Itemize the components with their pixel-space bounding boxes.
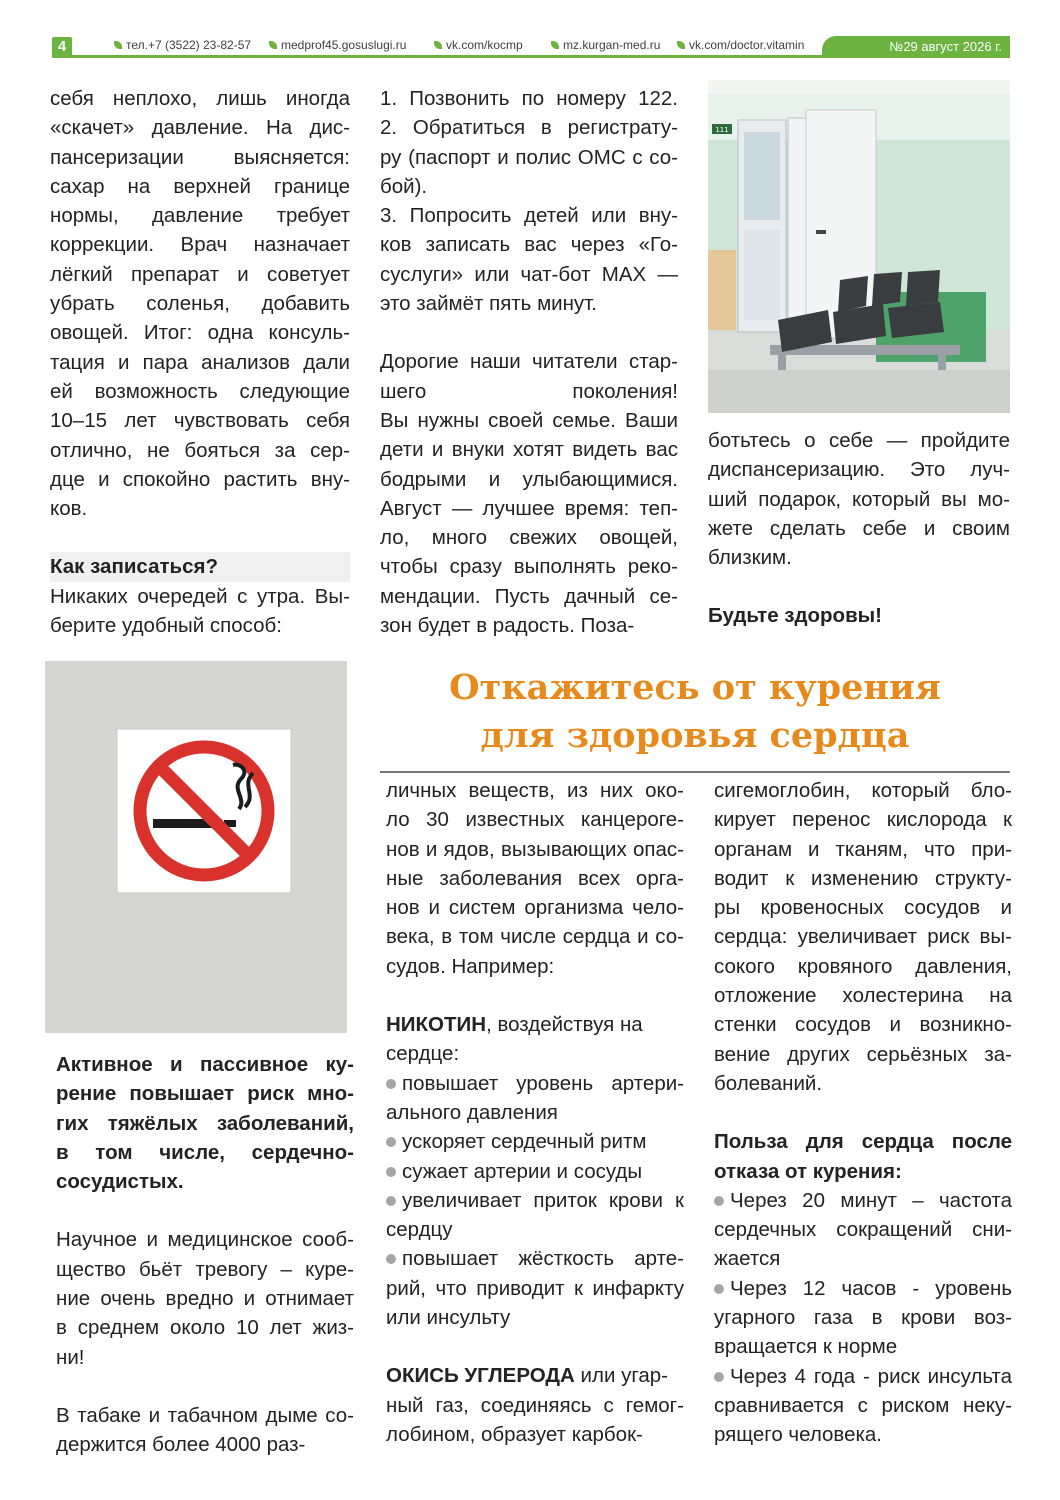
text-line: Никаких очередей с утра. Вы- — [50, 584, 350, 608]
text-line: ры кровеносных сосудов и — [714, 896, 1012, 920]
text-line: Вы нужны своей семье. Ваши — [380, 408, 678, 432]
list-item-line: вращается к норме — [714, 1335, 898, 1359]
header-link-text: vk.com/kocmp — [446, 38, 523, 52]
caption-line: в том числе, сердечно- — [56, 1140, 354, 1164]
list-item-line: Через 4 года - риск инсульта — [714, 1362, 1012, 1391]
column-3-bottom — [714, 776, 1012, 1450]
text-line: суслуги» или чат-бот MAX — — [380, 262, 678, 286]
text-line: Научное и медицинское сооб- — [56, 1228, 354, 1252]
text-line: стенки сосудов и возникно- — [714, 1013, 1012, 1037]
list-item-line: ускоряет сердечный ритм — [386, 1127, 684, 1156]
text-line: убрать соленья, добавить — [50, 292, 350, 316]
text-line: пансеризации выясняется: — [50, 145, 350, 169]
caption-line: рение повышает риск мно- — [56, 1082, 354, 1106]
list-item-line: сердечных сокращений сни- — [714, 1218, 1012, 1242]
bullet-icon — [386, 1079, 396, 1089]
text-line: сигемоглобин, который бло- — [714, 779, 1012, 802]
list-item-line: повышает жёсткость арте- — [386, 1244, 684, 1273]
text-line: сердца: увеличивает риск вы- — [714, 925, 1012, 949]
header-link-text: vk.com/doctor.vitamin — [689, 38, 805, 52]
col1-paragraph — [50, 84, 350, 523]
text-line: близким. — [708, 546, 792, 570]
text-line: себя неплохо, лишь иногда — [50, 87, 350, 110]
nicotine-intro-text: , воздействуя на — [486, 1013, 643, 1037]
text-line: ни! — [56, 1345, 85, 1369]
list-item-line: угарного газа в крови воз- — [714, 1306, 1012, 1330]
col2-steps-list — [380, 84, 678, 318]
text-line: лобином, образует карбок- — [386, 1422, 643, 1446]
text-line: ков. — [50, 497, 88, 521]
text-line: дети и внуки хотят видеть вас — [380, 438, 678, 462]
leaf-icon — [434, 41, 442, 49]
text-line: «скачет» давление. На дис- — [50, 116, 350, 140]
text-line: ный газ, соединяясь с гемог- — [386, 1393, 684, 1417]
subheading-line: отказа от курения: — [714, 1159, 902, 1183]
text-line: органам и тканям, что при- — [714, 837, 1012, 861]
col3-paragraph — [708, 426, 1010, 572]
text-line: Дорогие наши читатели стар- — [380, 350, 678, 374]
column-3-top — [708, 426, 1010, 631]
issue-label: №29 август 2026 г. — [822, 36, 1010, 58]
text-line: 1. Позвонить по номеру 122. — [380, 87, 678, 110]
list-item-line: или инсульту — [386, 1306, 511, 1330]
headline-line-2: для здоровья сердца — [480, 715, 910, 756]
text-line: нормы, давление требует — [50, 204, 350, 228]
text-line: чтобы сразу выполнять реко- — [380, 555, 678, 579]
caption-line: Активное и пассивное ку- — [56, 1053, 354, 1076]
list-item — [714, 1186, 1012, 1274]
nicotine-term: НИКОТИН — [386, 1013, 487, 1037]
column-1-top — [50, 84, 350, 640]
text-line: зон будет в радость. Поза- — [380, 614, 635, 638]
text-line: лёгкий препарат и советует — [50, 262, 350, 286]
carbon-monoxide-intro — [386, 1361, 684, 1390]
leaf-icon — [114, 41, 122, 49]
text-line: сокого кровяного давления, — [714, 954, 1012, 978]
header-site-link[interactable] — [551, 38, 660, 52]
text-line: отложение холестерина на — [714, 984, 1012, 1008]
carbon-monoxide-intro-text: или угар- — [574, 1364, 669, 1388]
header-phone-text: тел.+7 (3522) 23-82-57 — [126, 38, 252, 52]
text-line: ние очень вредно и отнимает — [56, 1287, 354, 1311]
effects-paragraph — [714, 776, 1012, 1098]
bullet-icon — [386, 1196, 396, 1206]
text-line: ботьтесь о себе — пройдите — [708, 429, 1010, 452]
subheading-line: Польза для сердца после — [714, 1130, 1012, 1154]
text-line: шего поколения! — [380, 379, 678, 403]
carbon-monoxide-term: ОКИСЬ УГЛЕРОДА — [386, 1364, 575, 1388]
list-item — [714, 1274, 1012, 1362]
substances-paragraph — [386, 776, 684, 981]
headline-line-1: Откажитесь от курения — [449, 667, 941, 708]
list-item-line: сердцу — [386, 1218, 453, 1242]
text-line: в среднем около 10 лет жиз- — [56, 1316, 354, 1340]
bullet-icon — [386, 1137, 396, 1147]
list-item — [386, 1157, 684, 1186]
text-line: коррекции. Врач назначает — [50, 233, 350, 257]
bullet-icon — [386, 1254, 396, 1264]
text-line: вение других серьёзных за- — [714, 1042, 1012, 1066]
text-line: тация и пара анализов дали — [50, 350, 350, 374]
text-line: кирует перенос кислорода к — [714, 808, 1012, 832]
text-line: ру (паспорт и полис ОМС с со- — [380, 145, 678, 169]
page-header — [52, 37, 1010, 56]
text-line: ные заболевания всех орга- — [386, 866, 684, 890]
benefits-subheading — [714, 1127, 1012, 1186]
text-line: берите удобный способ: — [50, 614, 282, 638]
list-item-line: рящего человека. — [714, 1423, 883, 1447]
text-line: судов. Например: — [386, 954, 555, 978]
text-line: личных веществ, из них око- — [386, 779, 684, 802]
text-line: ков записать вас через «Го- — [380, 233, 678, 257]
intro-paragraph — [56, 1225, 354, 1371]
header-phone — [114, 38, 251, 52]
text-line: бодрыми и улыбающимися. — [380, 467, 678, 491]
text-line: водит к изменению структу- — [714, 866, 1012, 890]
no-smoking-image — [45, 661, 347, 1033]
col2-appeal-paragraph — [380, 347, 678, 640]
list-item — [386, 1186, 684, 1245]
text-line: отлично, не бояться за сер- — [50, 438, 350, 462]
article-headline — [380, 664, 1010, 760]
leaf-icon — [551, 41, 559, 49]
benefits-list — [714, 1186, 1012, 1450]
text-line: века, в том числе сердца и со- — [386, 925, 684, 949]
text-line: ло 30 известных канцероге- — [386, 808, 684, 832]
nicotine-intro — [386, 1010, 684, 1039]
list-item-line: Через 20 минут – частота — [714, 1186, 1012, 1215]
bullet-icon — [714, 1196, 724, 1206]
nicotine-intro-line2: сердце: — [386, 1042, 460, 1066]
leaf-icon — [269, 41, 277, 49]
corridor-image — [708, 80, 1010, 413]
text-line: сахар на верхней границе — [50, 174, 350, 198]
text-line: В табаке и табачном дыме со- — [56, 1403, 354, 1427]
text-line: щество бьёт тревогу – куре- — [56, 1257, 354, 1281]
header-vk-doctor-link[interactable] — [677, 38, 804, 52]
carbon-monoxide-paragraph — [386, 1391, 684, 1450]
text-line: это займёт пять минут. — [380, 292, 597, 316]
text-line: нов и ядов, вызывающих опас- — [386, 837, 684, 861]
text-line: ший подарок, который вы мо- — [708, 487, 1010, 511]
list-item-line: увеличивает приток крови к — [386, 1186, 684, 1215]
col1-after-paragraph — [50, 582, 350, 641]
text-line: 2. Обратиться в регистрату- — [380, 116, 678, 140]
text-line: Август — лучшее время: теп- — [380, 496, 678, 520]
text-line: жете сделать себе и своим — [708, 516, 1010, 540]
caption-line: гих тяжёлых заболеваний, — [56, 1111, 354, 1135]
text-line: овощей. Итог: одна консуль- — [50, 321, 350, 345]
tobacco-paragraph — [56, 1401, 354, 1460]
list-item — [386, 1244, 684, 1332]
room-number-sign: 111 — [715, 126, 729, 134]
column-1-bottom — [56, 1050, 354, 1460]
list-item-line: сужает артерии и сосуды — [386, 1157, 684, 1186]
header-vk-link[interactable] — [434, 38, 523, 52]
column-2-bottom — [386, 776, 684, 1449]
text-line: болеваний. — [714, 1071, 823, 1095]
caption-line: сосудистых. — [56, 1170, 184, 1194]
text-line: бой). — [380, 174, 428, 198]
section-subheading: Как записаться? — [50, 552, 350, 581]
bullet-icon — [714, 1372, 724, 1382]
text-line: держится более 4000 раз- — [56, 1433, 306, 1457]
list-item-line: рий, что приводит к инфаркту — [386, 1276, 684, 1300]
list-item — [714, 1362, 1012, 1450]
text-line: дце и спокойно растить вну- — [50, 467, 350, 491]
list-item-line: повышает уровень артери- — [386, 1069, 684, 1098]
no-smoking-sign-photo — [45, 661, 347, 1033]
photo-caption — [56, 1050, 354, 1196]
list-item-line: жается — [714, 1247, 781, 1271]
list-item-line: сравнивается с риском неку- — [714, 1393, 1012, 1417]
column-2-top — [380, 84, 678, 640]
nicotine-effects-list — [386, 1069, 684, 1333]
bullet-icon — [714, 1284, 724, 1294]
text-line: мендации. Пусть дачный се- — [380, 584, 678, 608]
text-line: 3. Попросить детей или вну- — [380, 204, 678, 228]
header-link-text: mz.kurgan-med.ru — [563, 38, 661, 52]
text-line: ло, много свежих овощей, — [380, 526, 678, 550]
headline-rule — [380, 771, 1010, 773]
text-line: ей возможность следующие — [50, 379, 350, 403]
header-gosuslugi-link[interactable] — [269, 38, 406, 52]
text-line: нов и систем организма чело- — [386, 896, 684, 920]
header-link-text: medprof45.gosuslugi.ru — [281, 38, 407, 52]
leaf-icon — [677, 41, 685, 49]
list-item — [386, 1069, 684, 1128]
list-item-line: Через 12 часов - уровень — [714, 1274, 1012, 1303]
page-number: 4 — [52, 37, 72, 57]
list-item — [386, 1127, 684, 1156]
text-line: 10–15 лет чувствовать себя — [50, 409, 350, 433]
closing-line: Будьте здоровы! — [708, 604, 883, 628]
bullet-icon — [386, 1167, 396, 1177]
list-item-line: ального давления — [386, 1100, 558, 1124]
text-line: диспансеризацию. Это луч- — [708, 458, 1010, 482]
hospital-corridor-photo — [708, 80, 1010, 413]
